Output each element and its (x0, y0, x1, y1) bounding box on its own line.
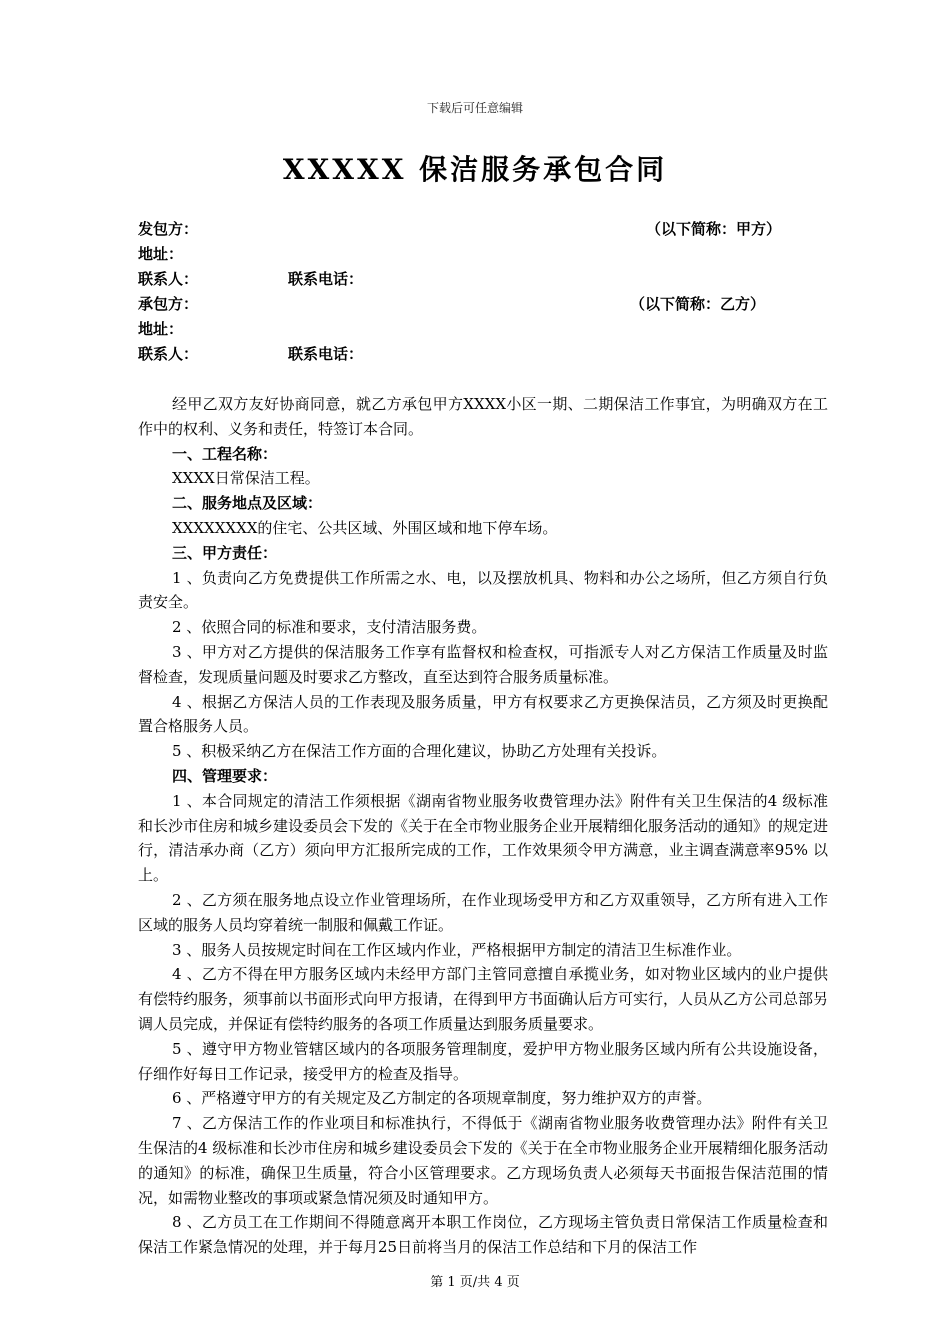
section-4-heading: 四、管理要求： (172, 766, 278, 785)
contractor-label: 承包方： (138, 295, 199, 313)
page-footer: 第 1 页/共 4 页 (430, 1275, 520, 1290)
contractor-row (138, 292, 818, 316)
section-3-item: 1 、负责向乙方免费提供工作所需之水、电，以及摆放机具、物料和办公之场所，但乙方须自行负责安全。 (138, 568, 828, 612)
section-2-text: XXXXXXXX的住宅、公共区域、外围区域和地下停车场。 (172, 518, 558, 537)
section-4-item: 7 、乙方保洁工作的作业项目和标准执行，不得低于《湖南省物业服务收费管理办法》附件有关卫生保洁的4 级标准和长沙市住房和城乡建设委员会下发的《关于在全市物业服务企业开展精细化服务活动的通知》的标准，确保卫生质量，符合小区管理要求。乙方现场负责人必须每天书面报告保洁范围的情况，如需物业整改的事项或紧急情况须及时通知甲方。 (138, 1114, 828, 1207)
contractor-address-row (138, 317, 818, 341)
section-4-item: 2 、乙方须在服务地点设立作业管理场所，在作业现场受甲方和乙方双重领导，乙方所有进入工作区域的服务人员均穿着统一制服和佩戴工作证。 (138, 890, 828, 934)
issuer-address-label: 地址： (138, 245, 184, 263)
issuer-label: 发包方： (138, 220, 199, 238)
section-4-item: 4 、乙方不得在甲方服务区域内未经甲方部门主管同意擅自承揽业务，如对物业区域内的业户提供有偿特约服务，须事前以书面形式向甲方报请，在得到甲方书面确认后方可实行，人员从乙方公司总部另调人员完成，并保证有偿特约服务的各项工作质量达到服务质量要求。 (138, 965, 829, 1033)
section-3-item: 3 、甲方对乙方提供的保洁服务工作享有监督权和检查权，可指派专人对乙方保洁工作质量及时监督检查，发现质量问题及时要求乙方整改，直至达到符合服务质量标准。 (138, 642, 828, 686)
issuer-address-row (138, 242, 818, 266)
contractor-address-label: 地址： (138, 320, 184, 338)
section-3-item: 4 、根据乙方保洁人员的工作表现及服务质量，甲方有权要求乙方更换保洁员，乙方须及时更换配置合格服务人员。 (138, 692, 828, 736)
section-1-text: XXXX日常保洁工程。 (172, 469, 320, 488)
section-4-item: 5 、遵守甲方物业管辖区域内的各项服务管理制度，爱护甲方物业服务区域内所有公共设施设备，仔细作好每日工作记录，接受甲方的检查及指导。 (138, 1039, 828, 1083)
issuer-row (138, 217, 818, 241)
contractor-contact-row (138, 342, 818, 366)
contract-body (138, 392, 828, 1260)
issuer-contact-label: 联系人： (138, 270, 199, 288)
header-note: 下载后可任意编辑 (426, 101, 523, 115)
issuer-phone-label: 联系电话： (288, 270, 364, 288)
contractor-contact-label: 联系人： (138, 345, 199, 363)
section-4-item: 1 、本合同规定的清洁工作须根据《湖南省物业服务收费管理办法》附件有关卫生保洁的4 级标准和长沙市住房和城乡建设委员会下发的《关于在全市物业服务企业开展精细化服务活动的通知》的规定进行，清洁承办商（乙方）须向甲方汇报所完成的工作，工作效果须令甲方满意，业主调查满意率95% 以上。 (138, 791, 829, 885)
contractor-abbr: （以下简称：乙方） (630, 295, 766, 313)
section-3-item: 5 、积极采纳乙方在保洁工作方面的合理化建议，协助乙方处理有关投诉。 (172, 742, 667, 761)
issuer-contact-row (138, 267, 818, 291)
section-4-item: 3 、服务人员按规定时间在工作区域内作业，严格根据甲方制定的清洁卫生标准作业。 (172, 940, 742, 959)
section-4-item: 6 、严格遵守甲方的有关规定及乙方制定的各项规章制度，努力维护双方的声誉。 (172, 1089, 712, 1108)
intro-paragraph: 经甲乙双方友好协商同意，就乙方承包甲方XXXX小区一期、二期保洁工作事宜，为明确双方在工作中的权利、义务和责任，特签订本合同。 (138, 395, 828, 438)
contractor-phone-label: 联系电话： (288, 345, 364, 363)
section-1-heading: 一、工程名称： (172, 444, 278, 463)
section-3-item: 2 、依照合同的标准和要求，支付清洁服务费。 (172, 618, 487, 637)
issuer-abbr: （以下简称：甲方） (646, 220, 782, 238)
section-4-item: 8 、乙方员工在工作期间不得随意离开本职工作岗位，乙方现场主管负责日常保洁工作质量检查和保洁工作紧急情况的处理，并于每月25日前将当月的保洁工作总结和下月的保洁工作 (138, 1213, 828, 1257)
section-3-heading: 三、甲方责任： (172, 543, 278, 562)
contract-title: XXXXX 保洁服务承包合同 (282, 153, 668, 186)
section-2-heading: 二、服务地点及区域： (172, 494, 323, 513)
